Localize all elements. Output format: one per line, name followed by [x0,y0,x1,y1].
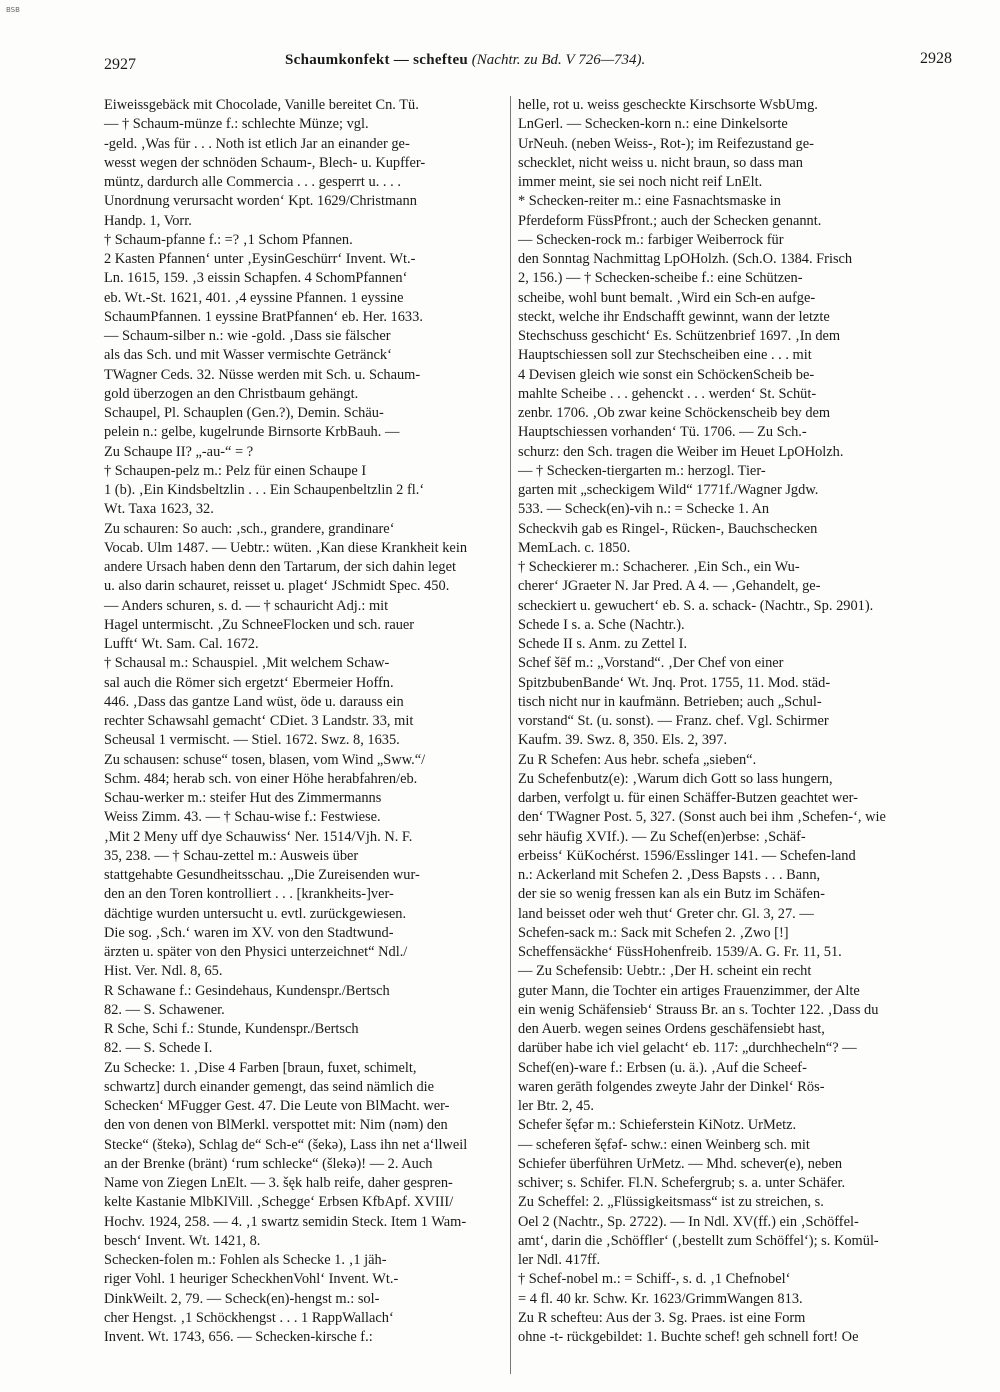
text-line: Zu Scheffel: 2. „Flüssigkeitsmass“ ist zu streichen, s. [518,1194,824,1211]
text-line: Schaupel, Pl. Schauplen (Gen.?), Demin. Schäu- [104,405,384,421]
text-line: Stecke“ (štekə), Schlag de“ Sch-e“ (šekə), Lass ihn net a‘llweil [104,1136,468,1153]
text-line: Scheffensäckhe‘ FüssHohenfreib. 1539/A. G. Fr. 11, 51. [518,944,842,960]
text-line: den‘ TWagner Post. 5, 327. (Sonst auch bei ihm ‚Schefen-‘, wie [518,809,886,826]
text-line: Hochv. 1924, 258. — 4. ‚1 swartz semidin Steck. Item 1 Wam- [104,1213,467,1230]
text-line: cher Hengst. ‚1 Schöckhengst . . . 1 RappWallach‘ [104,1309,394,1326]
text-line: schecklet, nicht weiss u. nicht braun, so dass man [518,154,803,171]
text-line: gold überzogen an den Christbaum gehängt. [104,385,359,402]
text-line: Zu Schecke: 1. ‚Dise 4 Farben [braun, fuxet, schimelt, [104,1059,417,1076]
text-line: TWagner Ceds. 32. Nüsse werden mit Sch. u. Schaum- [104,366,421,383]
text-line: garten mit „scheckigem Wild“ 1771f./Wagner Jgdw. [518,482,819,498]
running-header [0,50,1000,74]
text-line: Schefen-sack m.: Sack mit Schefen 2. ‚Zwo [!] [518,924,789,941]
text-line: — † Schaum-münze f.: schlechte Münze; vgl. [104,116,369,133]
text-line: * Schecken-reiter m.: eine Fasnachtsmaske in [518,193,781,210]
text-line: Wt. Taxa 1623, 32. [104,501,214,518]
text-line: ‚Mit 2 Meny uff dye Schauwiss‘ Ner. 1514/Vjh. N. F. [104,828,413,845]
text-line: Schef(en)-ware f.: Erbsen (u. ä.). ‚Auf die Scheef- [518,1059,807,1076]
text-line: 82. — S. Schede I. [104,1040,213,1057]
text-line: LnGerl. — Schecken-korn n.: eine Dinkelsorte [518,116,788,133]
text-line: amt‘, darin die ‚Schöffler‘ (‚bestellt zum Schöffel‘); s. Komül- [518,1232,879,1249]
text-line: als das Sch. und mit Wasser vermischte Getränck‘ [104,347,392,364]
text-line: waren gerāth folgendes zweyte Jahr der Dinkel‘ Rös- [518,1078,825,1095]
text-line: Schau-werker m.: steifer Hut des Zimmermanns [104,790,382,806]
text-line: mahlte Scheibe . . . gehenckt . . . werden‘ St. Schüt- [518,385,817,402]
text-line: † Schaupen-pelz m.: Pelz für einen Schaupe I [104,462,367,479]
text-line: † Schausal m.: Schauspiel. ‚Mit welchem Schaw- [104,655,390,672]
running-title-main: Schaumkonfekt — schefteu [285,52,469,68]
text-line: Handp. 1, Vorr. [104,212,192,229]
text-line: 1 (b). ‚Ein Kindsbeltzlin . . . Ein Schaupenbeltzlin 2 fl.‘ [104,482,425,498]
text-line: — scheferen šęfəf- schw.: einen Weinberg sch. mit [518,1136,810,1153]
text-line: -geld. ‚Was für . . . Noth ist etlich Jar an einander ge- [104,135,410,152]
text-line: ein wenig Schäfensieb‘ Strauss Br. an s. Tochter 122. ‚Dass du [518,1001,879,1018]
text-line: Schecken‘ MFugger Gest. 47. Die Leute von BlMacht. wer- [104,1098,450,1114]
text-line: riger Vohl. 1 heuriger ScheckhenVohl‘ Invent. Wt.- [104,1271,399,1288]
right-column [518,96,921,1347]
text-line: Hagel untermischt. ‚Zu SchneeFlocken und sch. rauer [104,616,415,633]
text-line: Zu Schefenbutz(e): ‚Warum dich Gott so lass hungern, [518,770,833,787]
text-line: Vocab. Ulm 1487. — Uebtr.: wüten. ‚Kan diese Krankheit kein [104,539,468,556]
text-line: erbeiss‘ KüKochérst. 1596/Esslinger 141. — Schefen-land [518,847,856,864]
column-divider [510,96,511,1374]
text-line: DinkWeilt. 2, 79. — Scheck(en)-hengst m.: sol- [104,1290,380,1307]
text-line: Schiefer überführen UrMetz. — Mhd. schever(e), neben [518,1155,843,1172]
text-line: SchaumPfannen. 1 eyssine BratPfannen‘ eb. Her. 1633. [104,308,423,325]
text-line: Ln. 1615, 159. ‚3 eissin Schapfen. 4 SchomPfannen‘ [104,270,408,287]
text-line: Schefer šęfər m.: Schieferstein KiNotz. UrMetz. [518,1117,797,1134]
text-line: u. also darin schauret, reisset u. plaget‘ JSchmidt Spec. 450. [104,578,450,595]
text-line: land beisset oder weh thut‘ Greter chr. Gl. 3, 27. — [518,905,814,922]
text-line: sehr häufig XVIf.). — Zu Schef(en)erbse: ‚Schäf- [518,828,806,845]
text-line: den an den Toren kontrolliert . . . [krankheits-]ver- [104,886,394,903]
text-line: Invent. Wt. 1743, 656. — Schecken-kirsche f.: [104,1329,373,1345]
text-line: — Schaum-silber n.: wie -gold. ‚Dass sie fälscher [104,328,391,344]
text-line: darben, verfolgt u. für einen Schäffer-Butzen geachtet wer- [518,790,858,806]
text-line: zenbr. 1706. ‚Ob zwar keine Schöckenscheib bey dem [518,405,831,421]
text-line: Unordnung verursacht worden‘ Kpt. 1629/Christmann [104,193,417,210]
text-line: Eiweissgebäck mit Chocolade, Vanille bereitet Cn. Tü. [104,97,419,113]
text-line: — Anders schuren, s. d. — † schauricht Adj.: mit [104,597,389,614]
text-line: Zu schausen: schuse“ tosen, blasen, vom Wind „Sww.“/ [104,751,426,768]
text-line: 2, 156.) — † Schecken-scheibe f.: eine Schützen- [518,270,803,287]
text-line: Hauptschiessen vorhanden‘ Tü. 1706. — Zu Sch.- [518,424,807,441]
text-line: Schecken-folen m.: Fohlen als Schecke 1. ‚1 jäh- [104,1252,387,1268]
page-number-right: 2928 [920,50,952,67]
text-line: schwartz] durch einander gemengt, das seind nämlich die [104,1078,435,1095]
text-line: scheckiert u. gewuchert‘ eb. S. a. schack- (Nachtr., Sp. 2901). [518,597,874,614]
text-line: Zu schauren: So auch: ‚sch., grandere, grandinare‘ [104,520,395,537]
text-line: Scheckvih gab es Ringel-, Rücken-, Bauchschecken [518,520,818,537]
text-line: 4 Devisen gleich wie sonst ein SchöckenScheib be- [518,366,815,383]
text-line: UrNeuh. (neben Weiss-, Rot-); im Reifezustand ge- [518,135,814,152]
text-line: Stechschuss geschicht‘ Es. Schützenbrief 1697. ‚In dem [518,328,841,344]
text-line: schiver; s. Schifer. Fl.N. Schefergrub; s. a. unter Schäfer. [518,1175,846,1191]
text-line: der sie so wenig fressen kan als ein Butz im Schäfen- [518,886,825,903]
text-line: dächtige wurden untersucht u. evtl. zurückgewiesen. [104,905,407,922]
text-line: Scheusal 1 vermischt. — Stiel. 1672. Swz. 8, 1635. [104,732,400,749]
text-line: immer meint, sie sei noch nicht reif LnElt. [518,174,763,190]
text-line: † Scheckierer m.: Schacherer. ‚Ein Sch., ein Wu- [518,559,800,575]
text-line: ohne -t- rückgebildet: 1. Buchte schef! geh schnell fort! Oe [518,1329,859,1345]
text-line: 35, 238. — † Schau-zettel m.: Ausweis über [104,847,359,864]
text-line: besch‘ Invent. Wt. 1421, 8. [104,1232,261,1249]
text-line: Hist. Ver. Ndl. 8, 65. [104,963,223,980]
text-line: cherer‘ JGraeter N. Jar Pred. A 4. — ‚Gehandelt, ge- [518,578,821,595]
text-line: Zu R Schefen: Aus hebr. schefa „sieben“. [518,751,757,768]
text-line: † Schaum-pfanne f.: =? ‚1 Schom Pfannen. [104,231,353,248]
text-line: Schef šēf m.: „Vorstand“. ‚Der Chef von einer [518,655,784,672]
text-line: stattgehabte Gesundheitsschau. „Die Zureisenden wur- [104,867,420,883]
text-line: wesst wegen der schnöden Schaum-, Blech- u. Kupffer- [104,154,426,171]
text-line: Zu Schaupe II? „-au-“ = ? [104,443,254,460]
text-line: n.: Ackerland mit Schefen 2. ‚Dess Bapsts . . . Bann, [518,867,821,883]
text-line: MemLach. c. 1850. [518,539,631,556]
text-line: = 4 fl. 40 kr. Schw. Kr. 1623/GrimmWangen 813. [518,1290,803,1307]
running-title [285,52,645,69]
text-line: Hauptschiessen soll zur Stechscheiben eine . . . mit [518,347,812,364]
text-line: tisch nicht nur in kaufmänn. Betrieben; auch „Schul- [518,693,822,710]
text-line: R Schawane f.: Gesindehaus, Kundenspr./Bertsch [104,982,390,999]
text-line: Schede I s. a. Sche (Nachtr.). [518,616,685,633]
text-line: kelte Kastanie MlbKlVill. ‚Schegge‘ Erbsen KfbApf. XVIII/ [104,1194,454,1211]
text-line: 82. — S. Schawener. [104,1001,225,1018]
text-line: helle, rot u. weiss gescheckte Kirschsorte WsbUmg. [518,97,818,113]
text-line: guter Mann, die Tochter ein artiges Frauenzimmer, der Alte [518,982,860,999]
text-line: — Zu Schefensib: Uebtr.: ‚Der H. scheint ein recht [518,963,812,980]
text-line: an der Brenke (bränt) ‘rum schlecke“ (šlekə)! — 2. Auch [104,1155,433,1172]
text-line: scheibe, wohl bunt bemalt. ‚Wird ein Sch-en aufge- [518,289,816,306]
text-line: Oel 2 (Nachtr., Sp. 2722). — In Ndl. XV(ff.) ein ‚Schöffel- [518,1213,859,1230]
left-column [104,96,502,1347]
text-line: schurz: den Sch. tragen die Weiber im Heuet LpOHolzh. [518,443,844,460]
text-line: vorstand“ St. (u. sonst). — Franz. chef. Vgl. Schirmer [518,713,829,729]
text-line: Zu R schefteu: Aus der 3. Sg. Praes. ist eine Form [518,1309,806,1326]
text-line: † Schef-nobel m.: = Schiff-, s. d. ‚1 Chefnobel‘ [518,1271,791,1288]
text-line: den Sonntag Nachmittag LpOHolzh. (Sch.O. 1384. Frisch [518,251,853,267]
text-line: ler Ndl. 417ff. [518,1252,601,1268]
text-line: andere Ursach haben denn den Tartarum, der sich dahin leget [104,559,456,575]
text-line: Name von Ziegen LnElt. — 3. šęk halb reife, daher gespren- [104,1175,453,1191]
text-line: SpitzbubenBande‘ Wt. Jnq. Prot. 1755, 11. Mod. städ- [518,674,831,691]
text-line: R Sche, Schi f.: Stunde, Kundenspr./Bertsch [104,1021,359,1037]
text-line: ler Btr. 2, 45. [518,1098,594,1114]
text-line: eb. Wt.-St. 1621, 401. ‚4 eyssine Pfannen. 1 eyssine [104,289,404,306]
text-line: 533. — Scheck(en)-vih n.: = Schecke 1. An [518,501,770,518]
text-line: rechter Schawsahl gemacht‘ CDiet. 3 Landstr. 33, mit [104,713,414,729]
text-line: müntz, dardurch alle Commercia . . . gesperrt u. . . . [104,174,401,190]
text-line: Schede II s. Anm. zu Zettel I. [518,636,688,652]
text-line: 2 Kasten Pfannen‘ unter ‚EysinGeschürr‘ Invent. Wt.- [104,251,416,267]
text-line: den von denen von BlMerkl. verspottet mit: Nim (nəm) den [104,1117,448,1134]
text-line: Die sog. ‚Sch.‘ waren im XV. von den Stadtwund- [104,924,394,941]
running-title-note: (Nachtr. zu Bd. V 726—734). [471,52,646,68]
text-line: darüber habe ich viel gelacht‘ eb. 117: „durchhecheln“? — [518,1040,857,1057]
text-line: pelein n.: gelbe, kugelrunde Birnsorte KrbBauh. — [104,424,400,441]
text-line: Kaufm. 39. Swz. 8, 350. Els. 2, 397. [518,732,728,749]
text-line: den Auerb. wegen seines Ordens geschäfensiebt hast, [518,1021,825,1037]
text-line: 446. ‚Dass das gantze Land wüst, öde u. darauss ein [104,693,404,710]
text-line: Pferdeform FüssPfront.; auch der Schecken genannt. [518,212,822,229]
text-line: — Schecken-rock m.: farbiger Weiberrock für [518,231,784,248]
text-line: Weiss Zimm. 43. — † Schau-wise f.: Festwiese. [104,809,381,826]
text-line: ärzten u. später von den Physici unterzeichnet“ Ndl./ [104,944,408,960]
text-line: Lufft‘ Wt. Sam. Cal. 1672. [104,636,259,652]
page-number-left: 2927 [104,56,136,73]
text-line: steckt, welche ihr Endschafft gewinnt, wann der letzte [518,308,830,325]
text-line: — † Schecken-tiergarten m.: herzogl. Tier- [518,462,766,479]
text-line: sal auch die Römer sich ergetzt‘ Ebermeier Hoffn. [104,674,394,691]
library-corner-mark: BSB [6,6,20,14]
text-line: Schm. 484; herab sch. von einer Höhe herabfahren/eb. [104,770,418,787]
